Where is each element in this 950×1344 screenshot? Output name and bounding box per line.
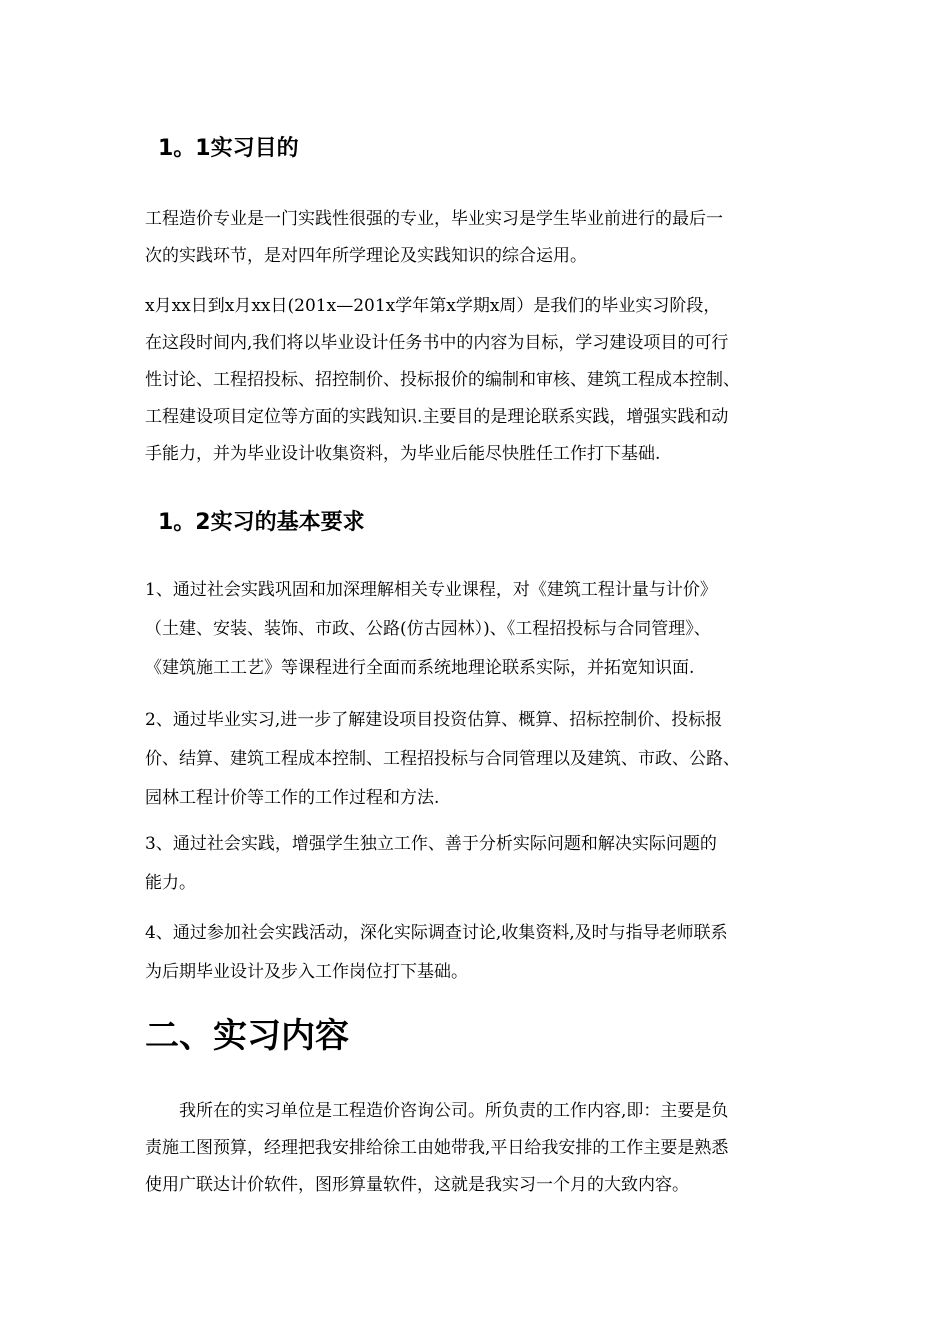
section-heading-1-1: 1。1实习目的 <box>158 136 299 161</box>
requirement-item-3 <box>145 825 835 903</box>
text-line: 4、通过参加社会实践活动，深化实际调查讨论,收集资料,及时与指导老师联系 <box>145 923 728 943</box>
text-line: 2、通过毕业实习,进一步了解建设项目投资估算、概算、招标控制价、投标报 <box>145 710 723 730</box>
paragraph-internship-content <box>145 1093 835 1204</box>
text-line: 3、通过社会实践，增强学生独立工作、善于分析实际问题和解决实际问题的 <box>145 834 717 854</box>
text-line: 手能力，并为毕业设计收集资料，为毕业后能尽快胜任工作打下基础. <box>145 444 661 464</box>
text-line: 工程造价专业是一门实践性很强的专业，毕业实习是学生毕业前进行的最后一 <box>145 209 723 229</box>
text-line: 《建筑施工工艺》等课程进行全面而系统地理论联系实际，并拓宽知识面. <box>145 658 695 678</box>
text-line: 性讨论、工程招投标、招控制价、投标报价的编制和审核、建筑工程成本控制、 <box>145 370 740 390</box>
requirement-item-1 <box>145 571 835 688</box>
paragraph-purpose-intro <box>145 201 835 275</box>
text-line: 园林工程计价等工作的工作过程和方法. <box>145 788 440 808</box>
section-heading-2: 二、实习内容 <box>145 1016 349 1056</box>
text-line: 能力。 <box>145 873 196 893</box>
text-line: 价、结算、建筑工程成本控制、工程招投标与合同管理以及建筑、市政、公路、 <box>145 749 740 769</box>
text-line: 工程建设项目定位等方面的实践知识.主要目的是理论联系实践，增强实践和动 <box>145 407 729 427</box>
requirement-item-4 <box>145 914 835 992</box>
text-line: x月xx日到x月xx日(201x—201x学年第x学期x周）是我们的毕业实习阶段， <box>145 296 721 316</box>
text-line: 为后期毕业设计及步入工作岗位打下基础。 <box>145 962 468 982</box>
text-line: 在这段时间内,我们将以毕业设计任务书中的内容为目标，学习建设项目的可行 <box>145 333 729 353</box>
paragraph-purpose-detail <box>145 288 835 473</box>
text-line: 1、通过社会实践巩固和加深理解相关专业课程，对《建筑工程计量与计价》 <box>145 580 717 600</box>
text-line: （土建、安装、装饰、市政、公路(仿古园林）)、《工程招投标与合同管理》、 <box>145 619 711 639</box>
requirement-item-2 <box>145 701 835 818</box>
text-line: 次的实践环节，是对四年所学理论及实践知识的综合运用。 <box>145 246 587 266</box>
text-line: 我所在的实习单位是工程造价咨询公司。所负责的工作内容,即：主要是负 <box>145 1101 729 1121</box>
text-line: 使用广联达计价软件，图形算量软件，这就是我实习一个月的大致内容。 <box>145 1175 689 1195</box>
text-line: 责施工图预算，经理把我安排给徐工由她带我,平日给我安排的工作主要是熟悉 <box>145 1138 729 1158</box>
section-heading-1-2: 1。2实习的基本要求 <box>158 510 365 535</box>
